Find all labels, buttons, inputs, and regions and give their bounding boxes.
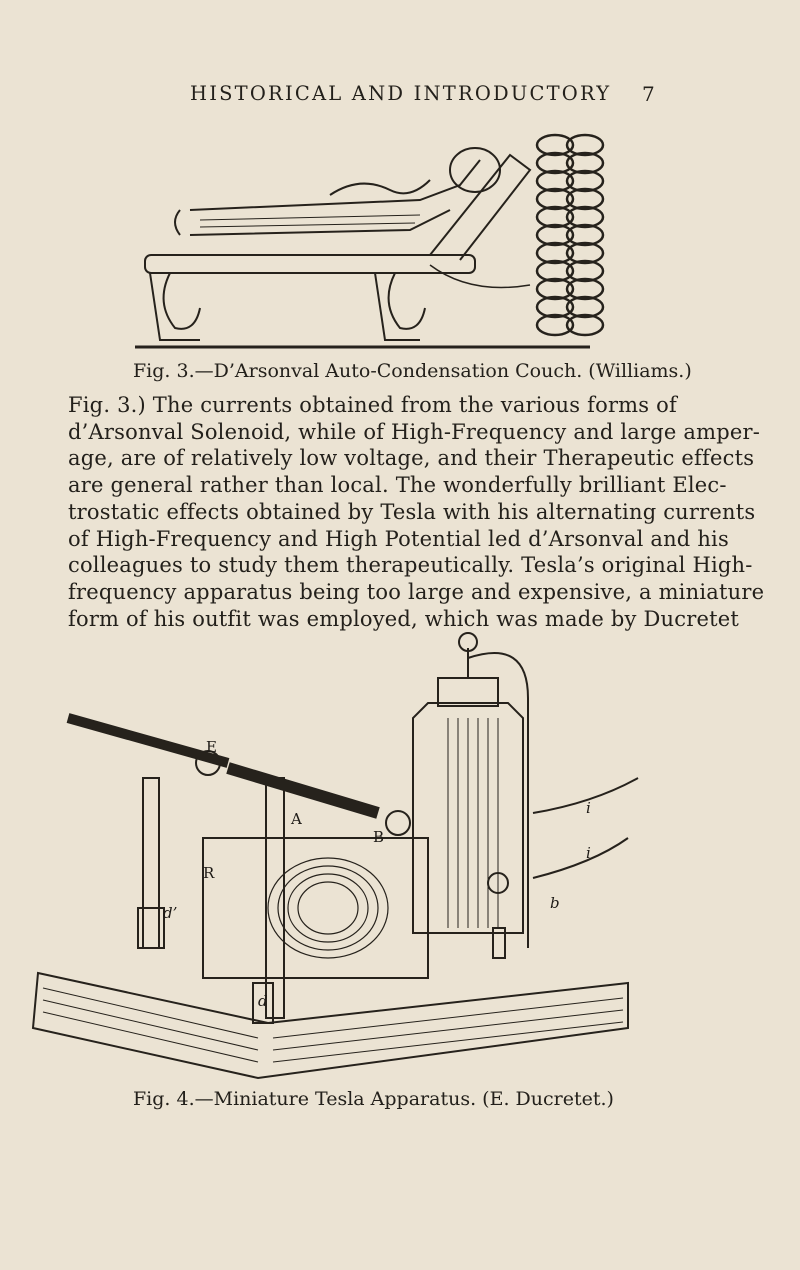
figure-3-caption: Fig. 3.—D’Arsonval Auto-Condensation Couch. (Williams.) [133,360,692,382]
patient-feet [175,210,180,235]
couch-scroll-right [389,273,425,329]
label-d: d [258,992,268,1010]
jar-cap [438,678,498,706]
figure-4-caption: Fig. 4.—Miniature Tesla Apparatus. (E. Ducretet.) [133,1088,614,1110]
patient-head [450,148,500,192]
text-line: form of his outfit was employed, which was made by Ducretet [68,606,739,631]
text-line: age, are of relatively low voltage, and their Therapeutic effects [68,446,755,471]
patient-legs [190,210,450,235]
text-line: frequency apparatus being too large and expensive, a miniature [68,579,765,604]
label-b-upper: B [373,828,385,846]
label-r: R [203,864,215,882]
couch-seat [145,255,475,273]
text-line: Fig. 3.) The currents obtained from the various forms of [68,393,677,417]
solenoid-coil [537,135,603,335]
body-paragraph [68,392,765,632]
figure-4-tesla-apparatus-illustration [28,628,668,1086]
couch-scroll-left [164,273,200,329]
label-a: A [291,810,302,828]
patient-arm [330,180,430,195]
output-wire-lower [533,838,628,878]
label-b-lower: b [550,894,560,912]
electrode-arm-a [228,768,378,813]
base-board [33,973,628,1078]
figure-3-couch-illustration [130,115,620,365]
text-line: d’Arsonval Solenoid, while of High-Frequency and large amper- [68,419,760,444]
label-d-prime: d’ [163,904,178,922]
couch-leg-right [375,273,420,340]
patient-body [190,160,480,210]
text-line: are general rather than local. The wonderfully brilliant Elec- [68,473,727,498]
text-line: colleagues to study them therapeutically. Tesla’s original High- [68,553,753,578]
left-post-clamp [138,908,164,948]
text-line: trostatic effects obtained by Tesla with his alternating currents [68,499,756,524]
arm-a-ball [386,811,410,835]
text-line: of High-Frequency and High Potential led d’Arsonval and his [68,526,729,551]
couch-backrest [430,155,530,260]
base-hatching [43,988,623,1062]
label-i-upper: i [586,799,591,817]
electrode-arm-e [68,718,228,763]
label-e: E [206,738,217,756]
induction-coil [268,858,388,958]
running-head: HISTORICAL AND INTRODUCTORY [190,82,612,105]
jar-hatching [448,718,498,928]
label-i-lower: i [586,844,591,862]
page-number: 7 [642,82,655,106]
connecting-wire [430,265,530,288]
couch-leg-left [150,273,200,340]
left-post [143,778,159,948]
